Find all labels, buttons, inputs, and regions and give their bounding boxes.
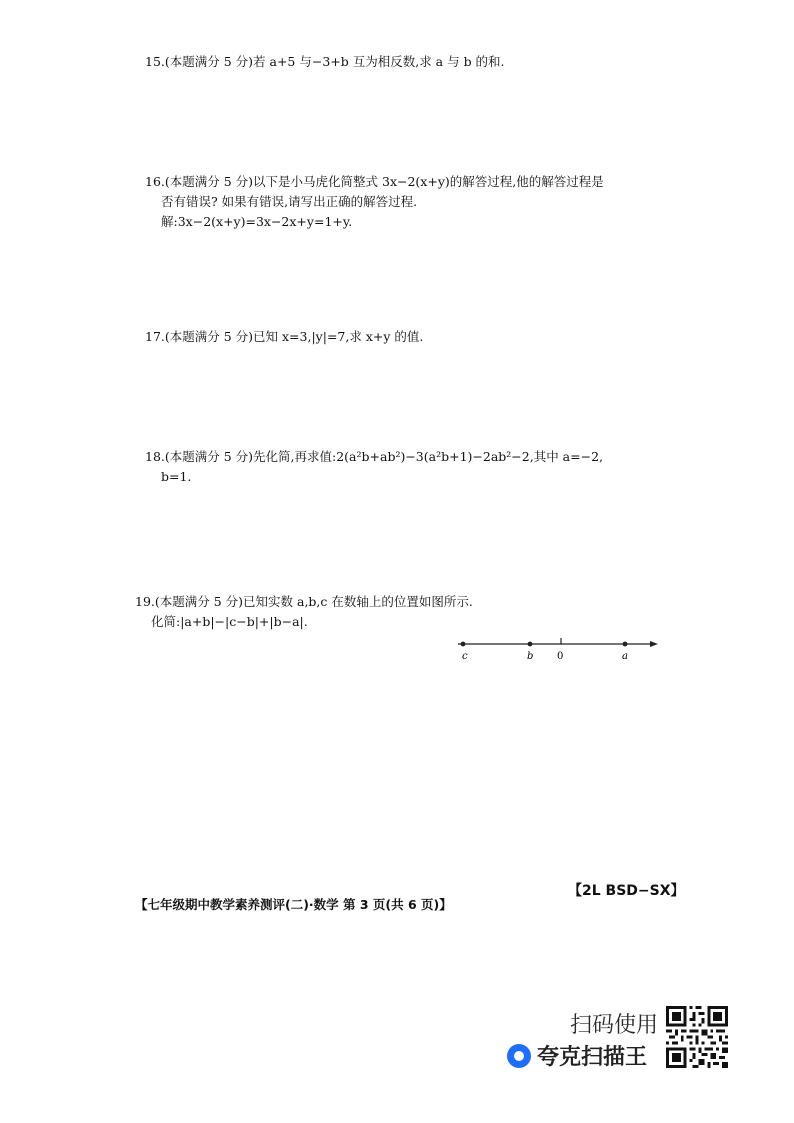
paper-code: 【2L BSD−SX】 [568,883,685,899]
number-line-arrow [650,641,658,647]
qr-code-icon[interactable] [666,1006,728,1068]
question-line: 16.(本题满分 5 分)以下是小马虎化简整式 3x−2(x+y)的解答过程,他的解答过程是 [145,174,604,189]
point-c [461,642,466,647]
question-17 [145,327,423,347]
question-line: 化简:|a+b|−|c−b|+|b−a|. [151,614,308,629]
label-zero: 0 [557,651,564,662]
scanner-brand [507,1040,647,1071]
question-18 [145,447,603,487]
scan-use-text: 扫码使用 [570,1013,659,1038]
point-b [528,642,533,647]
label-b: b [527,651,534,662]
question-16 [145,172,604,232]
label-a: a [622,651,628,662]
quark-logo-icon [507,1044,531,1068]
brand-name: 夸克扫描王 [537,1045,648,1070]
solution-line: 解:3x−2(x+y)=3x−2x+y=1+y. [161,214,353,229]
label-c: c [462,651,468,662]
point-a [623,642,628,647]
question-15 [145,52,505,72]
number-line-figure [455,632,665,664]
question-line: 15.(本题满分 5 分)若 a+5 与−3+b 互为相反数,求 a 与 b 的和. [145,54,505,69]
question-line: 17.(本题满分 5 分)已知 x=3,|y|=7,求 x+y 的值. [145,329,424,344]
question-line: 否有错误? 如果有错误,请写出正确的解答过程. [161,194,418,209]
page-footer: 【七年级期中教学素养测评(二)·数学 第 3 页(共 6 页)】 [135,897,452,912]
question-line: 19.(本题满分 5 分)已知实数 a,b,c 在数轴上的位置如图所示. [135,594,473,609]
question-line: 18.(本题满分 5 分)先化简,再求值:2(a²b+ab²)−3(a²b+1)−2ab²−2,其中 a=−2, [145,449,603,464]
question-19 [135,592,473,632]
question-line: b=1. [161,469,192,484]
